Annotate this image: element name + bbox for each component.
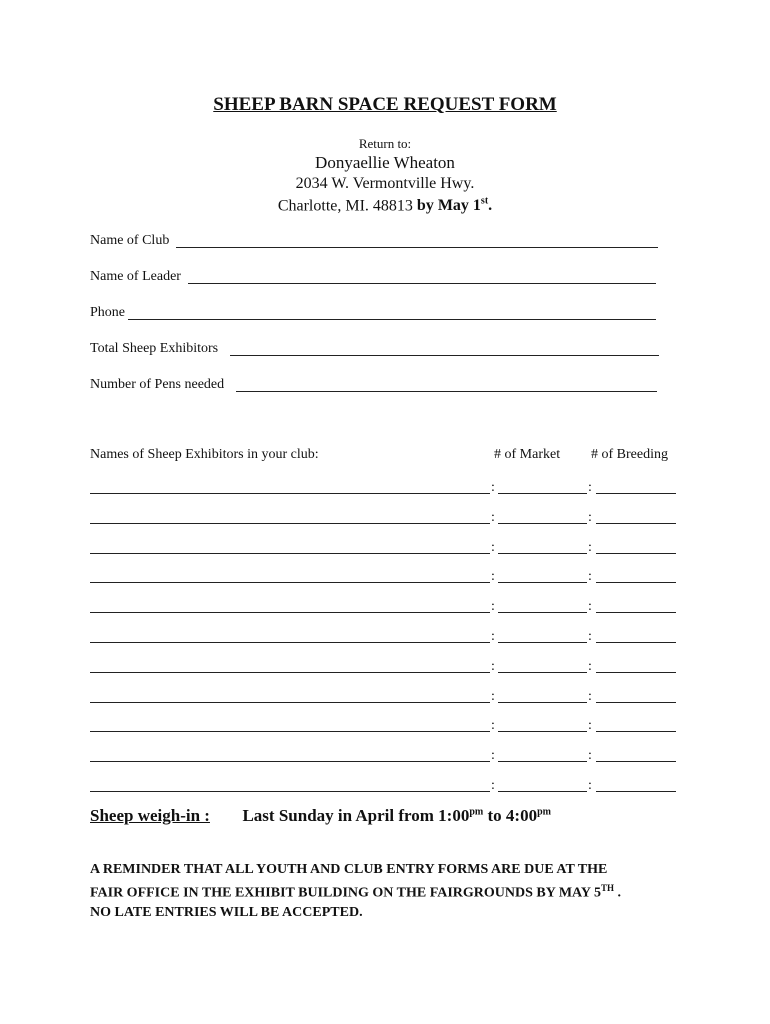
exhibitor-name-field[interactable]: [90, 612, 490, 613]
pens-needed-field[interactable]: [236, 391, 657, 392]
separator: :: [491, 778, 495, 793]
phone-field[interactable]: [128, 319, 656, 320]
market-count-field[interactable]: [498, 791, 587, 792]
breeding-count-field[interactable]: [596, 791, 676, 792]
return-to-city-deadline: [0, 196, 770, 215]
separator: :: [588, 599, 592, 614]
exhibitor-name-field[interactable]: [90, 642, 490, 643]
exhibitor-name-field[interactable]: [90, 553, 490, 554]
leader-name-label: Name of Leader: [90, 269, 181, 284]
breeding-count-field[interactable]: [596, 582, 676, 583]
market-count-header: # of Market: [494, 447, 561, 462]
separator: :: [491, 689, 495, 704]
separator: :: [588, 689, 592, 704]
breeding-count-header: # of Breeding: [591, 447, 668, 462]
market-count-field[interactable]: [498, 493, 587, 494]
leader-name-field[interactable]: [188, 283, 656, 284]
return-to-address: 2034 W. Vermontville Hwy.: [295, 175, 475, 192]
market-count-field[interactable]: [498, 582, 587, 583]
breeding-count-field[interactable]: [596, 731, 676, 732]
market-count-field[interactable]: [498, 731, 587, 732]
separator: :: [588, 629, 592, 644]
market-count-field[interactable]: [498, 761, 587, 762]
reminder-line-2: FAIR OFFICE IN THE EXHIBIT BUILDING ON THE FAIRGROUNDS BY MAY 5TH .: [90, 883, 621, 901]
breeding-count-field[interactable]: [596, 672, 676, 673]
reminder-notice: [90, 860, 621, 922]
form-title: SHEEP BARN SPACE REQUEST FORM: [213, 94, 557, 115]
separator: :: [588, 718, 592, 733]
breeding-count-field[interactable]: [596, 642, 676, 643]
exhibitor-name-field[interactable]: [90, 672, 490, 673]
weigh-in-line: [90, 806, 551, 826]
market-count-field[interactable]: [498, 612, 587, 613]
club-name-label: Name of Club: [90, 233, 170, 248]
exhibitor-name-field[interactable]: [90, 731, 490, 732]
separator: :: [491, 540, 495, 555]
phone-label: Phone: [90, 305, 125, 320]
exhibitor-names-header: Names of Sheep Exhibitors in your club:: [90, 447, 319, 462]
separator: :: [491, 748, 495, 763]
separator: :: [588, 659, 592, 674]
pens-needed-label: Number of Pens needed: [90, 377, 225, 392]
separator: :: [491, 510, 495, 525]
market-count-field[interactable]: [498, 553, 587, 554]
club-name-field[interactable]: [176, 247, 658, 248]
market-count-field[interactable]: [498, 672, 587, 673]
exhibitor-name-field[interactable]: [90, 761, 490, 762]
separator: :: [588, 748, 592, 763]
separator: :: [588, 510, 592, 525]
market-count-field[interactable]: [498, 642, 587, 643]
exhibitor-name-field[interactable]: [90, 791, 490, 792]
market-count-field[interactable]: [498, 523, 587, 524]
breeding-count-field[interactable]: [596, 553, 676, 554]
separator: :: [491, 599, 495, 614]
exhibitor-name-field[interactable]: [90, 523, 490, 524]
separator: :: [491, 569, 495, 584]
breeding-count-field[interactable]: [596, 493, 676, 494]
breeding-count-field[interactable]: [596, 523, 676, 524]
exhibitor-name-field[interactable]: [90, 702, 490, 703]
separator: :: [588, 778, 592, 793]
exhibitor-name-field[interactable]: [90, 493, 490, 494]
separator: :: [588, 569, 592, 584]
separator: :: [588, 480, 592, 495]
market-count-field[interactable]: [498, 702, 587, 703]
breeding-count-field[interactable]: [596, 702, 676, 703]
separator: :: [491, 480, 495, 495]
separator: :: [491, 629, 495, 644]
separator: :: [491, 659, 495, 674]
breeding-count-field[interactable]: [596, 761, 676, 762]
exhibitor-name-field[interactable]: [90, 582, 490, 583]
return-to-name: Donyaellie Wheaton: [315, 153, 455, 172]
separator: :: [588, 540, 592, 555]
reminder-line-3: NO LATE ENTRIES WILL BE ACCEPTED.: [90, 904, 363, 920]
weigh-in-label: Sheep weigh-in :: [90, 806, 210, 825]
return-to-label: Return to:: [358, 136, 412, 151]
breeding-count-field[interactable]: [596, 612, 676, 613]
total-exhibitors-field[interactable]: [230, 355, 659, 356]
return-to-city: Charlotte, MI. 48813: [277, 197, 413, 215]
total-exhibitors-label: Total Sheep Exhibitors: [90, 341, 219, 356]
deadline: by May 1st.: [416, 196, 493, 215]
reminder-line-1: A REMINDER THAT ALL YOUTH AND CLUB ENTRY FORMS ARE DUE AT THE: [90, 862, 608, 877]
separator: :: [491, 718, 495, 733]
weigh-in-time: Last Sunday in April from $1:00^{pm}$ to $4:00^{pm}$: [242, 806, 551, 825]
